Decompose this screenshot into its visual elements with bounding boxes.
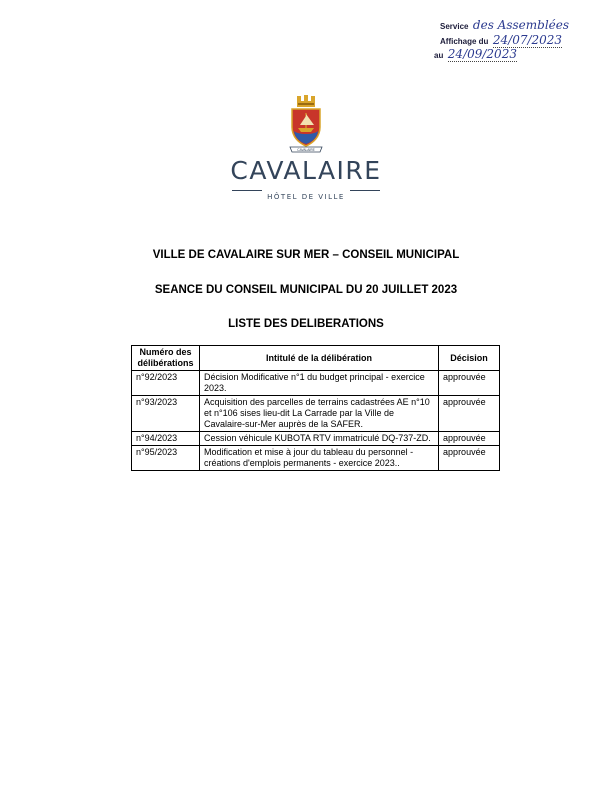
posting-stamp: [436, 14, 586, 64]
stamp-affichage-value: 24/07/2023: [492, 33, 563, 47]
column-header-decision: Décision: [439, 346, 500, 371]
stamp-service-label: Service: [440, 22, 469, 31]
deliberations-table: [131, 345, 500, 471]
cell-numero: n°92/2023: [132, 371, 200, 396]
table-row: [132, 371, 500, 396]
cell-intitule: Modification et mise à jour du tableau du personnel - créations d'emplois permanents - exercice 2023..: [199, 446, 438, 471]
cell-decision: approuvée: [439, 371, 500, 396]
heading-council: VILLE DE CAVALAIRE SUR MER – CONSEIL MUNICIPAL: [152, 249, 460, 261]
table-header-row: [132, 346, 500, 371]
cell-intitule: Décision Modificative n°1 du budget principal - exercice 2023.: [199, 371, 438, 396]
cell-numero: n°93/2023: [132, 396, 200, 432]
stamp-au-label: au: [434, 51, 444, 60]
cell-numero: n°94/2023: [132, 432, 200, 446]
cell-intitule: Acquisition des parcelles de terrains cadastrées AE n°10 et n°106 sises lieu-dit La Carrade par la Ville de Cavalaire-sur-Mer auprès de la SAFER.: [199, 396, 438, 432]
heading-list: LISTE DES DELIBERATIONS: [228, 318, 384, 330]
city-crest-icon: [288, 95, 324, 157]
column-header-numero: Numéro des délibérations: [132, 346, 200, 371]
crest-ribbon-text: CAVALAIRE: [297, 148, 315, 152]
cell-intitule: Cession véhicule KUBOTA RTV immatriculé DQ-737-ZD.: [199, 432, 438, 446]
stamp-au-value: 24/09/2023: [447, 47, 517, 61]
city-logo-name: CAVALAIRE: [230, 156, 382, 185]
city-logo-subtitle-row: [0, 186, 612, 201]
cell-decision: approuvée: [439, 446, 500, 471]
table-row: [132, 432, 500, 446]
stamp-au-line: [434, 45, 517, 63]
table-row: [132, 396, 500, 432]
stamp-affichage-label: Affichage du: [440, 37, 489, 46]
heading-session: SEANCE DU CONSEIL MUNICIPAL DU 20 JUILLET 2023: [154, 284, 458, 296]
column-header-intitule: Intitulé de la délibération: [199, 346, 438, 371]
city-logo-subtitle: HÔTEL DE VILLE: [267, 193, 345, 201]
table-row: [132, 446, 500, 471]
stamp-service-value: des Assemblées: [472, 18, 570, 32]
crown-icon: [297, 95, 315, 107]
cell-decision: approuvée: [439, 432, 500, 446]
cell-decision: approuvée: [439, 396, 500, 432]
cell-numero: n°95/2023: [132, 446, 200, 471]
